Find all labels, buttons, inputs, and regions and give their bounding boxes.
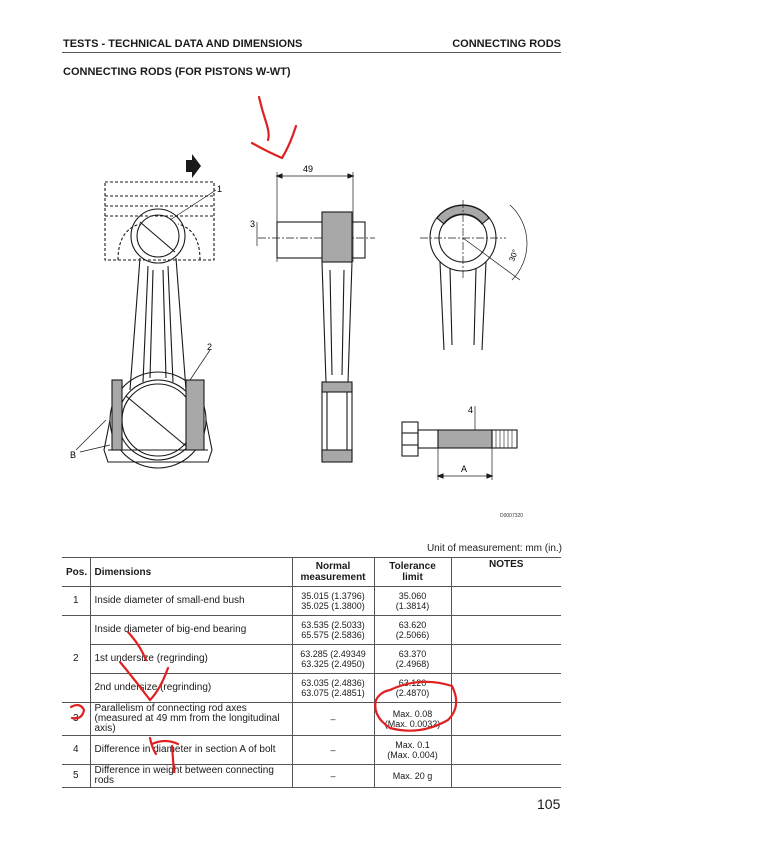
callout-a: A: [461, 464, 468, 474]
cell-tolerance-line1: Max. 0.08: [392, 709, 433, 719]
cell-normal-line2: 63.325 (2.4950): [301, 659, 365, 669]
callout-2: 2: [207, 342, 213, 352]
cell-tolerance: [374, 736, 451, 765]
cell-notes: [451, 587, 561, 616]
cell-normal: –: [292, 736, 374, 765]
drawing-code: D0007320: [500, 513, 524, 519]
cell-tolerance-line1: 63.620: [398, 620, 427, 630]
cell-tolerance-line1: Max. 0.1: [395, 740, 430, 750]
cell-normal-line2: 65.575 (2.5836): [301, 630, 365, 640]
header-right: CONNECTING RODS: [452, 38, 561, 50]
table-header-row: [62, 558, 561, 587]
dimensions-table: [62, 557, 561, 788]
cell-tolerance: [374, 587, 451, 616]
cell-dimension-line2: (measured at 49 mm from the longitudinal axis): [94, 713, 280, 734]
red-annotation-marks: [252, 97, 296, 158]
cell-dimension: 2nd undersize (regrinding): [90, 674, 292, 703]
cell-notes: [451, 736, 561, 765]
small-end-detail-view: [420, 200, 527, 350]
bolt-detail-view: [402, 406, 517, 480]
cell-tolerance-line2: (2.4870): [395, 688, 430, 698]
rod-with-piston-view: [76, 154, 216, 468]
col-header-tolerance-line1: Tolerance: [389, 561, 436, 572]
cell-tolerance: [374, 674, 451, 703]
cell-normal-line1: 63.285 (2.49349: [300, 649, 366, 659]
cell-normal-line1: 63.035 (2.4836): [301, 678, 365, 688]
callout-4: 4: [468, 405, 474, 415]
cell-tolerance-line2: (2.5066): [395, 630, 430, 640]
table-row: [62, 616, 561, 645]
col-header-normal-line1: Normal: [315, 561, 351, 572]
cell-normal: –: [292, 765, 374, 788]
table-row: [62, 645, 561, 674]
cell-normal: [292, 674, 374, 703]
page-number: 105: [537, 796, 561, 812]
cell-dimension: Difference in diameter in section A of bolt: [90, 736, 292, 765]
cell-notes: [451, 616, 561, 645]
cell-pos: 3: [62, 703, 90, 736]
col-header-notes: NOTES: [451, 558, 561, 587]
cell-dimension: Inside diameter of small-end bush: [90, 587, 292, 616]
cell-tolerance: Max. 20 g: [374, 765, 451, 788]
callout-3: 3: [250, 219, 256, 229]
cell-notes: [451, 765, 561, 788]
cell-notes: [451, 703, 561, 736]
cell-pos: 5: [62, 765, 90, 788]
unit-note: Unit of measurement: mm (in.): [426, 543, 562, 554]
callout-b: B: [70, 450, 77, 460]
callout-1: 1: [217, 184, 223, 194]
col-header-pos: Pos.: [62, 558, 90, 587]
cell-dimension: 1st undersize (regrinding): [90, 645, 292, 674]
cell-normal-line2: 35.025 (1.3800): [301, 601, 365, 611]
cell-pos: 1: [62, 587, 90, 616]
cell-pos: 2: [62, 616, 90, 703]
col-header-tolerance-line2: limit: [402, 572, 423, 583]
cell-tolerance: [374, 703, 451, 736]
angle-30-label: 30°: [507, 248, 521, 263]
cell-tolerance-line2: (2.4968): [395, 659, 430, 669]
direction-arrow-icon: [186, 154, 201, 178]
cell-tolerance-line1: 63.370: [398, 649, 427, 659]
cell-tolerance: [374, 645, 451, 674]
table-row: [62, 736, 561, 765]
cell-normal: [292, 616, 374, 645]
cell-normal: [292, 645, 374, 674]
table-row: [62, 587, 561, 616]
table-row: [62, 765, 561, 788]
cell-tolerance-line2: (Max. 0.004): [387, 750, 438, 760]
cell-notes: [451, 674, 561, 703]
cell-notes: [451, 645, 561, 674]
table-row: [62, 674, 561, 703]
cell-tolerance-line2: (Max. 0.0032): [384, 719, 441, 729]
cell-dimension: [90, 703, 292, 736]
cell-dimension: Difference in weight between connecting rods: [90, 765, 292, 788]
header-left: TESTS - TECHNICAL DATA AND DIMENSIONS: [63, 38, 303, 50]
col-header-dimensions: Dimensions: [90, 558, 292, 587]
col-header-tolerance: [374, 558, 451, 587]
col-header-normal: [292, 558, 374, 587]
dimension-49-label: 49: [303, 164, 314, 174]
cell-tolerance: [374, 616, 451, 645]
cell-normal: [292, 587, 374, 616]
cell-tolerance-line1: 35.060: [398, 591, 427, 601]
table-row: [62, 703, 561, 736]
cell-tolerance-line2: (1.3814): [395, 601, 430, 611]
side-profile-view: [257, 172, 375, 462]
col-header-normal-line2: measurement: [300, 572, 366, 583]
cell-dimension-line1: Parallelism of connecting rod axes: [94, 703, 247, 714]
cell-normal-line1: 35.015 (1.3796): [301, 591, 365, 601]
cell-normal-line2: 63.075 (2.4851): [301, 688, 365, 698]
cell-pos: 4: [62, 736, 90, 765]
cell-normal-line1: 63.535 (2.5033): [301, 620, 365, 630]
cell-tolerance-line1: 63.120: [398, 678, 427, 688]
cell-normal: –: [292, 703, 374, 736]
cell-dimension: Inside diameter of big-end bearing: [90, 616, 292, 645]
section-title: CONNECTING RODS (FOR PISTONS W-WT): [63, 66, 291, 78]
